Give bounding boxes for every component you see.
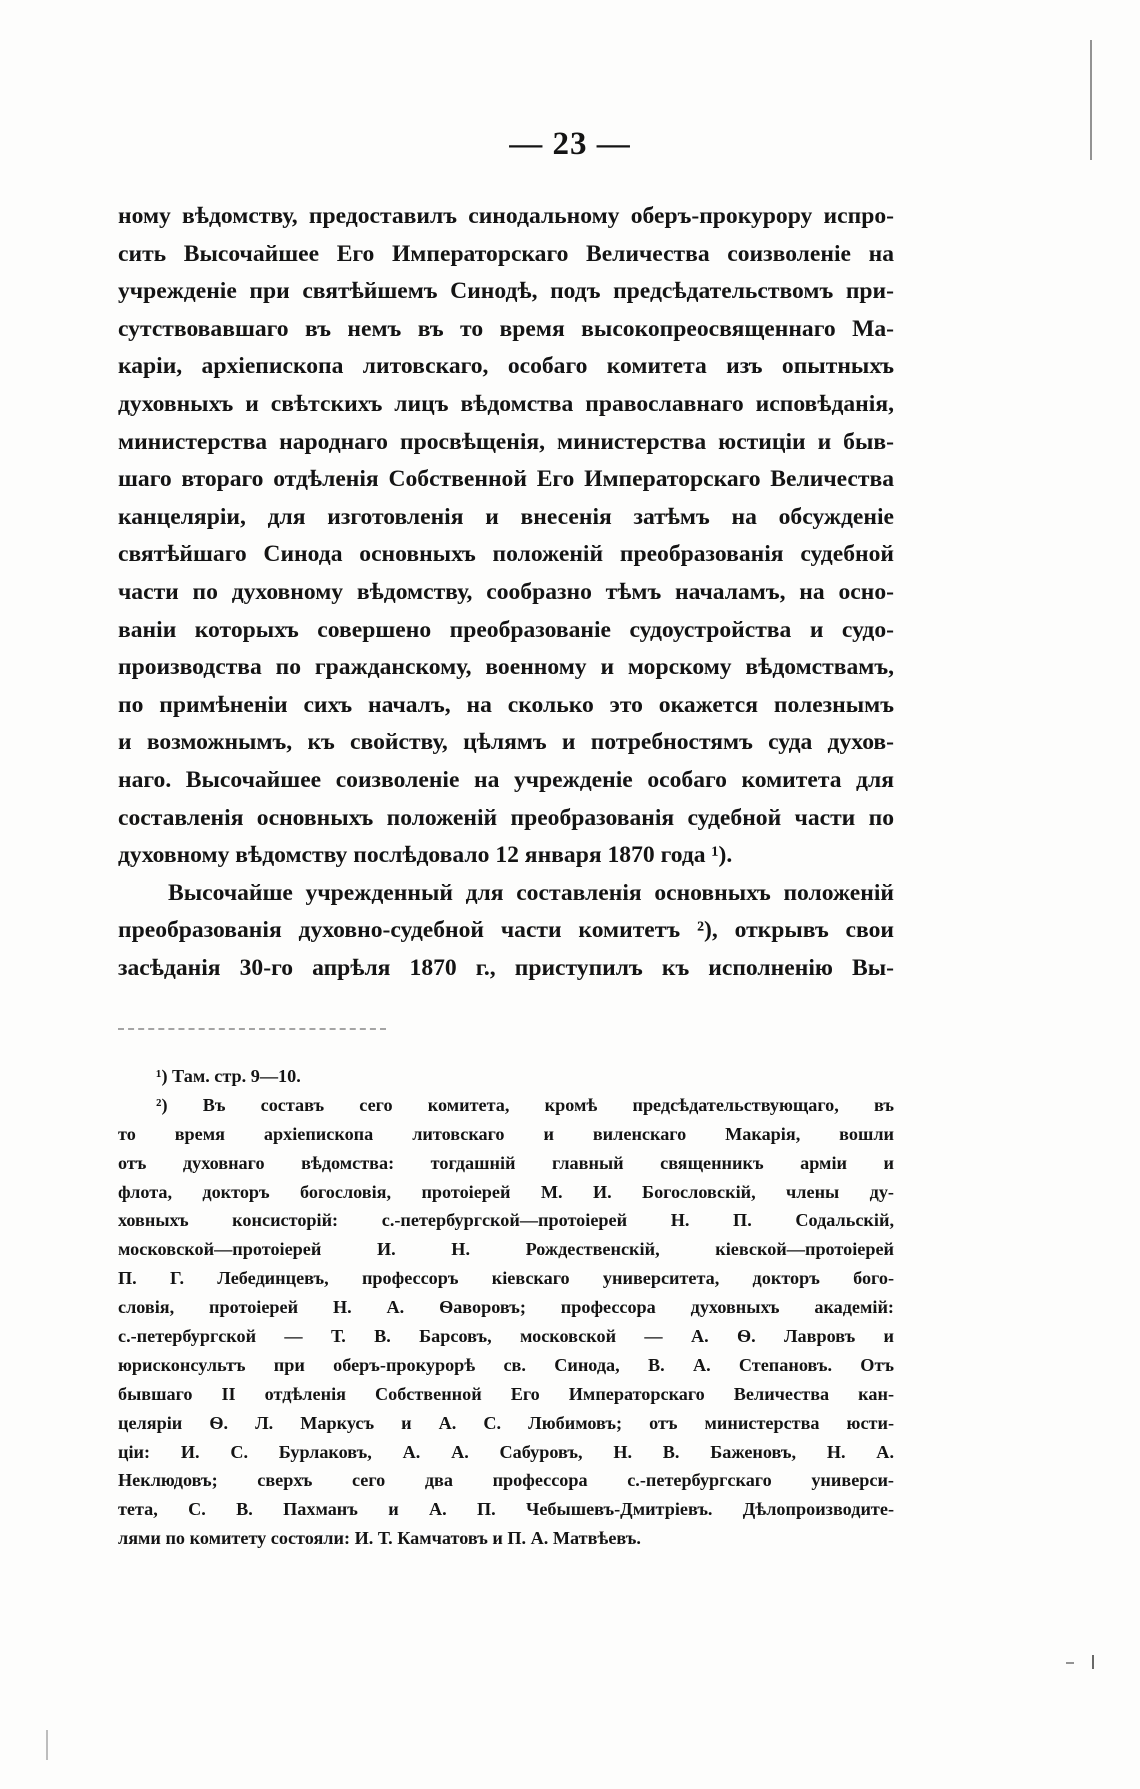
body-line: сить Высочайшее Его Императорскаго Величества соизволеніе на: [118, 240, 894, 267]
body-line: духовному вѣдомству послѣдовало 12 января 1870 года ¹).: [118, 842, 733, 869]
footnote-line: московской—протоіерей И. Н. Рождественскій, кіевской—протоіерей: [118, 1239, 894, 1260]
body-line: засѣданія 30-го апрѣля 1870 г., приступилъ къ исполненію Вы-: [118, 954, 894, 981]
body-line: святѣйшаго Синода основныхъ положеній преобразованія судебной: [118, 541, 894, 568]
footnotes: [118, 1062, 894, 1553]
body-line: по примѣненіи сихъ началъ, на сколько это окажется полезнымъ: [118, 691, 894, 718]
footnote-line: ¹) Там. стр. 9—10.: [156, 1066, 301, 1086]
body-line: Высочайше учрежденный для составленія основныхъ положеній: [168, 879, 894, 906]
footnote-line: П. Г. Лебединцевъ, профессоръ кіевскаго университета, докторъ бого-: [118, 1268, 894, 1289]
footnote-line: с.-петербургской — Т. В. Барсовъ, московской — А. Ѳ. Лавровъ и: [118, 1326, 894, 1347]
scan-edge-mark-bottom-right: [1092, 1655, 1094, 1669]
footnote-line: Неклюдовъ; сверхъ сего два профессора с.-петербургскаго универси-: [118, 1470, 894, 1491]
body-line: части по духовному вѣдомству, сообразно тѣмъ началамъ, на осно-: [118, 578, 894, 605]
body-line: сутствовавшаго въ немъ въ то время высокопреосвященнаго Ма-: [118, 315, 894, 342]
body-line: каріи, архіепископа литовскаго, особаго комитета изъ опытныхъ: [118, 353, 894, 380]
footnote-line: целяріи Ѳ. Л. Маркусъ и А. С. Любимовъ; отъ министерства юсти-: [118, 1412, 894, 1433]
footnote-line: ²) Въ составъ сего комитета, кромѣ предсѣдательствующаго, въ: [156, 1094, 894, 1115]
footnote-separator: [118, 1028, 386, 1030]
body-line: и возможнымъ, къ свойству, цѣлямъ и потребностямъ суда духов-: [118, 729, 894, 756]
scan-edge-mark-left: [46, 1730, 48, 1760]
page-number: — 23 —: [509, 126, 631, 162]
footnote-line: то время архіепископа литовскаго и виленскаго Макарія, вошли: [118, 1123, 894, 1144]
footnote-line: лями по комитету состояли: И. Т. Камчатовъ и П. А. Матвѣевъ.: [118, 1528, 641, 1549]
body-line: канцеляріи, для изготовленія и внесенія затѣмъ на обсужденіе: [118, 503, 894, 530]
footnote-line: юрисконсультъ при оберъ-прокурорѣ св. Синода, В. А. Степановъ. Отъ: [118, 1354, 894, 1375]
footnote-line: ховныхъ консисторій: с.-петербургской—протоіерей Н. П. Содальскій,: [118, 1210, 894, 1231]
footnote-line: ціи: И. С. Бурлаковъ, А. А. Сабуровъ, Н. В. Баженовъ, Н. А.: [118, 1441, 894, 1462]
body-line: преобразованія духовно-судебной части комитетъ ²), открывъ свои: [118, 917, 894, 944]
scan-edge-mark-bottom-right-dash: [1066, 1662, 1074, 1664]
body-line: духовныхъ и свѣтскихъ лицъ вѣдомства православнаго исповѣданія,: [118, 390, 894, 417]
footnote-line: тета, С. В. Пахманъ и А. П. Чебышевъ-Дмитріевъ. Дѣлопроизводите-: [118, 1499, 894, 1520]
body-line: наго. Высочайшее соизволеніе на учрежденіе особаго комитета для: [118, 766, 894, 793]
body-line: шаго втораго отдѣленія Собственной Его Императорскаго Величества: [118, 466, 894, 493]
footnote-line: бывшаго II отдѣленія Собственной Его Императорскаго Величества кан-: [118, 1383, 894, 1404]
body-line: министерства народнаго просвѣщенія, министерства юстиціи и быв-: [118, 428, 894, 455]
body-line: составленія основныхъ положеній преобразованія судебной части по: [118, 804, 894, 831]
body-line: учрежденіе при святѣйшемъ Синодѣ, подъ предсѣдательствомъ при-: [118, 278, 894, 305]
footnote-line: словія, протоіерей Н. А. Ѳаворовъ; профессора духовныхъ академій:: [118, 1297, 894, 1318]
footnote-line: флота, докторъ богословія, протоіерей М. И. Богословскій, члены ду-: [118, 1181, 894, 1202]
body-line: ному вѣдомству, предоставилъ синодальному оберъ-прокурору испро-: [118, 203, 894, 229]
footnote-line: отъ духовнаго вѣдомства: тогдашній главный священникъ арміи и: [118, 1152, 894, 1173]
body-line: ваніи которыхъ совершено преобразованіе судоустройства и судо-: [118, 616, 894, 643]
body-line: производства по гражданскому, военному и морскому вѣдомствамъ,: [118, 654, 894, 681]
main-text: [118, 198, 894, 987]
